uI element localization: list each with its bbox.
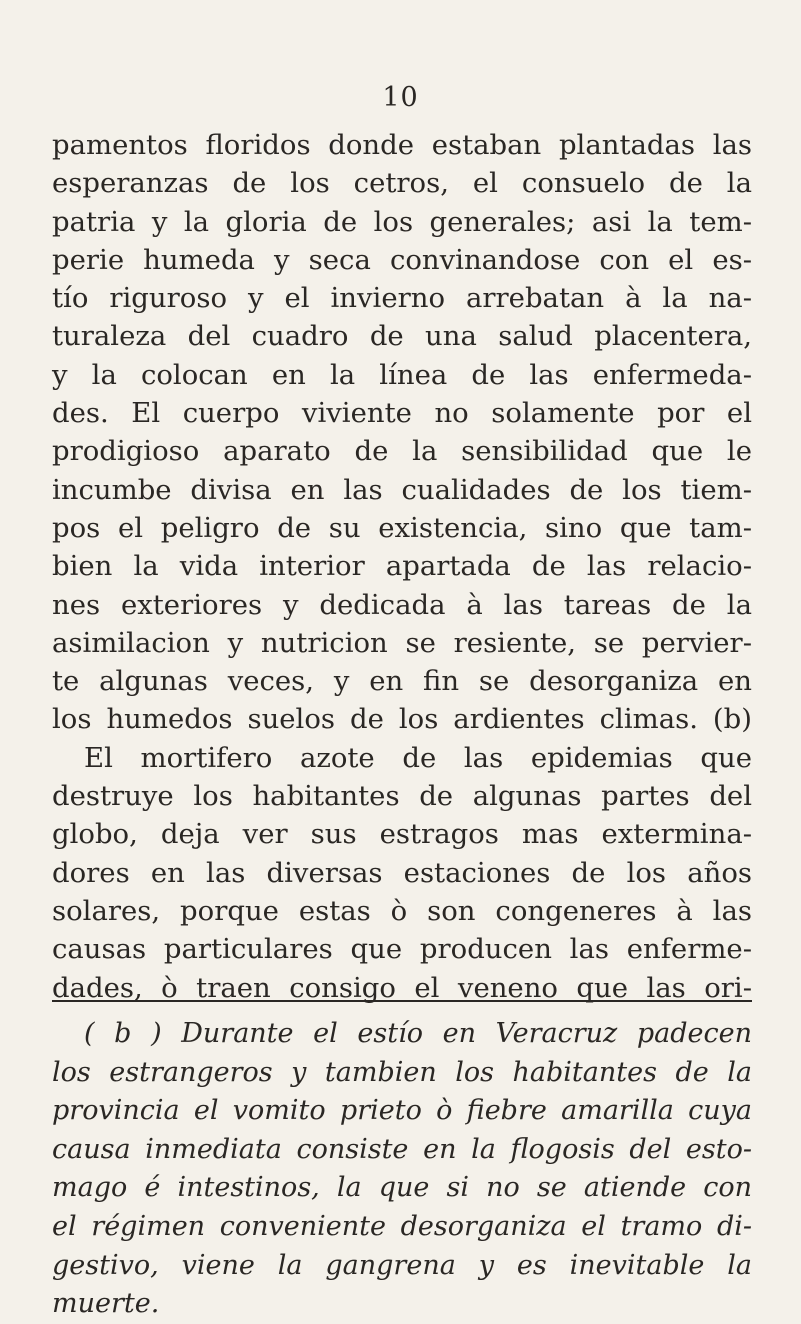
page-number: 10 <box>382 82 419 113</box>
text-line: esperanzas de los cetros, el consuelo de la <box>52 167 752 200</box>
text-line: perie humeda y seca convinandose con el es- <box>52 243 752 276</box>
text-line: globo, deja ver sus estragos mas extermina- <box>52 818 752 851</box>
text-line: tío riguroso y el invierno arrebatan à la na- <box>52 282 752 315</box>
text-line: solares, porque estas ò son congeneres à las <box>52 894 752 927</box>
text-line: dades, ò traen consigo el veneno que las ori- <box>52 971 752 1004</box>
text-line: te algunas veces, y en fin se desorganiza en <box>52 665 752 698</box>
text-line: causas particulares que producen las enferme- <box>52 933 752 966</box>
footnote-divider <box>52 1000 752 1002</box>
footnote-line: gestivo, viene la gangrena y es inevitable la <box>52 1249 752 1281</box>
text-line: El mortifero azote de las epidemias que <box>84 741 752 774</box>
main-text <box>52 126 752 1007</box>
text-line: patria y la gloria de los generales; asi la tem- <box>52 205 752 238</box>
text-line: pos el peligro de su existencia, sino que tam- <box>52 511 752 544</box>
text-line: los humedos suelos de los ardientes climas. (b) <box>52 703 752 736</box>
footnote-line: provincia el vomito prieto ò fiebre amarilla cuya <box>52 1095 752 1127</box>
text-line: prodigioso aparato de la sensibilidad que le <box>52 435 752 468</box>
text-line: nes exteriores y dedicada à las tareas de la <box>52 588 752 621</box>
text-line: turaleza del cuadro de una salud placentera, <box>52 320 752 353</box>
text-line: destruye los habitantes de algunas partes del <box>52 780 752 813</box>
footnote <box>52 1015 752 1324</box>
footnote-line: ( b ) Durante el estío en Veracruz padecen <box>84 1018 752 1049</box>
footnote-line: el régimen conveniente desorganiza el tramo di- <box>52 1210 752 1242</box>
text-line: des. El cuerpo viviente no solamente por el <box>52 397 752 430</box>
text-line: dores en las diversas estaciones de los años <box>52 856 752 889</box>
footnote-line: muerte. <box>52 1288 160 1320</box>
text-line: y la colocan en la línea de las enfermeda- <box>52 358 752 391</box>
text-line: incumbe divisa en las cualidades de los tiem- <box>52 473 752 506</box>
footnote-line: causa inmediata consiste en la flogosis del esto- <box>52 1133 752 1165</box>
text-line: bien la vida interior apartada de las relacio- <box>52 550 752 583</box>
footnote-line: los estrangeros y tambien los habitantes de la <box>52 1056 752 1088</box>
text-line: pamentos floridos donde estaban plantadas las <box>52 129 752 161</box>
footnote-line: mago é intestinos, la que si no se atiende con <box>52 1172 752 1204</box>
text-line: asimilacion y nutricion se resiente, se pervier- <box>52 626 752 659</box>
